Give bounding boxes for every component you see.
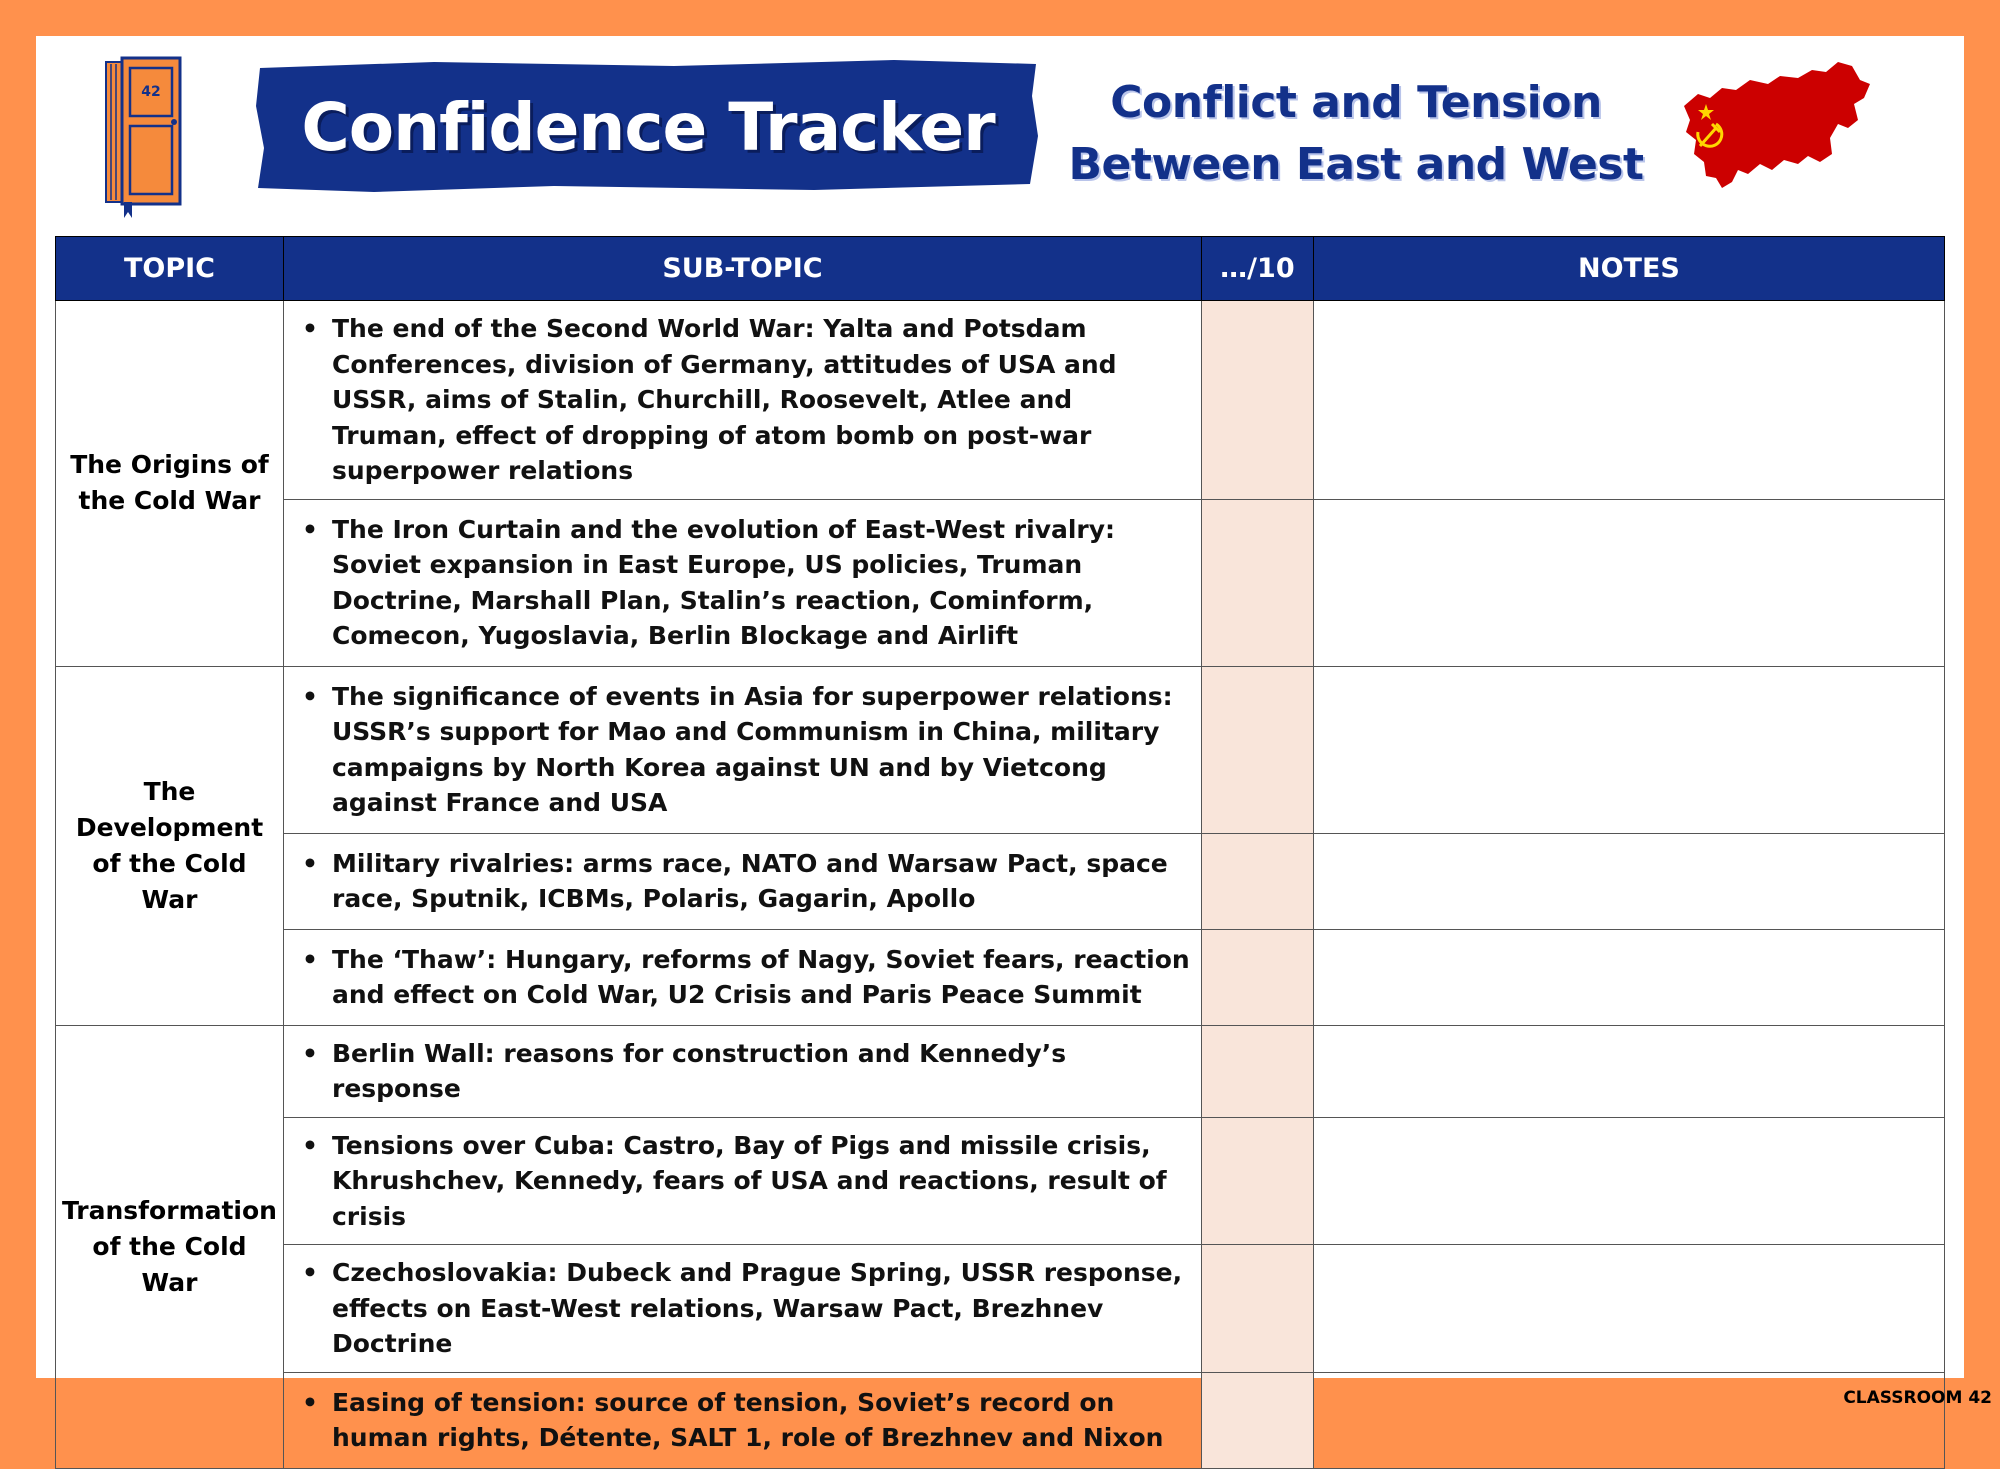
subtopic-cell	[283, 666, 1201, 833]
door-book-icon	[102, 56, 214, 220]
table-row	[56, 1117, 1945, 1245]
notes-input-cell[interactable]	[1313, 1117, 1944, 1245]
bullet-icon: •	[301, 1387, 318, 1417]
page-title: Confidence Tracker	[301, 88, 995, 166]
subtopic-text: Berlin Wall: reasons for construction and Kennedy’s response	[331, 1038, 1067, 1103]
score-input-cell[interactable]	[1201, 1372, 1313, 1468]
ussr-map-icon	[1676, 54, 1876, 204]
notes-input-cell[interactable]	[1313, 499, 1944, 666]
notes-input-cell[interactable]	[1313, 929, 1944, 1025]
subtopic-cell	[283, 1117, 1201, 1245]
topic-cell: The Development of the Cold War	[56, 666, 284, 1025]
bullet-icon: •	[301, 1258, 318, 1287]
subtopic-cell	[283, 1372, 1201, 1468]
subtopic-cell	[283, 301, 1201, 500]
subtopic-text: Czechoslovakia: Dubeck and Prague Spring, USSR response, effects on East-West relations, Warsaw Pact, Brezhnev Doctrine	[331, 1258, 1183, 1358]
bullet-icon: •	[301, 848, 318, 878]
subtopic-text: The end of the Second World War: Yalta and Potsdam Conferences, division of Germany, attitudes of USA and USSR, aims of Stalin, Churchill, Roosevelt, Atlee and Truman, effect of dropping of atom bomb on post-war superpower relations	[331, 314, 1117, 485]
subtopic-cell	[283, 1245, 1201, 1373]
header-score: …/10	[1201, 237, 1313, 301]
header-topic: TOPIC	[56, 237, 284, 301]
table-row	[56, 499, 1945, 666]
table-row	[56, 1372, 1945, 1468]
header-notes: NOTES	[1313, 237, 1944, 301]
notes-input-cell[interactable]	[1313, 1372, 1944, 1468]
subject-line-2: Between East and West	[1068, 139, 1644, 190]
bullet-icon: •	[301, 1130, 318, 1160]
subject-heading	[1066, 72, 1646, 196]
subtopic-cell	[283, 1025, 1201, 1117]
table-header-row	[56, 237, 1945, 301]
score-input-cell[interactable]	[1201, 1025, 1313, 1117]
score-input-cell[interactable]	[1201, 929, 1313, 1025]
topic-cell: The Origins of the Cold War	[56, 301, 284, 667]
subtopic-text: The ‘Thaw’: Hungary, reforms of Nagy, Soviet fears, reaction and effect on Cold War, U2 Crisis and Paris Peace Summit	[331, 944, 1190, 1009]
footer-brand: CLASSROOM 42	[1843, 1388, 1992, 1408]
bullet-icon: •	[301, 944, 318, 974]
notes-input-cell[interactable]	[1313, 833, 1944, 929]
table-row	[56, 301, 1945, 500]
subtopic-cell	[283, 499, 1201, 666]
confidence-table	[55, 236, 1945, 1469]
logo-number: 42	[141, 84, 161, 100]
notes-input-cell[interactable]	[1313, 301, 1944, 500]
subtopic-cell	[283, 833, 1201, 929]
notes-input-cell[interactable]	[1313, 1245, 1944, 1373]
score-input-cell[interactable]	[1201, 666, 1313, 833]
subtopic-text: Military rivalries: arms race, NATO and Warsaw Pact, space race, Sputnik, ICBMs, Polaris, Gagarin, Apollo	[331, 848, 1168, 913]
table-row	[56, 666, 1945, 833]
subtopic-cell	[283, 929, 1201, 1025]
title-banner	[254, 56, 1042, 198]
score-input-cell[interactable]	[1201, 499, 1313, 666]
notes-input-cell[interactable]	[1313, 666, 1944, 833]
subject-line-1: Conflict and Tension	[1110, 77, 1602, 128]
table-row	[56, 929, 1945, 1025]
table-row	[56, 1245, 1945, 1373]
bullet-icon: •	[301, 1038, 318, 1068]
score-input-cell[interactable]	[1201, 1117, 1313, 1245]
header-sub-topic: SUB-TOPIC	[283, 237, 1201, 301]
score-input-cell[interactable]	[1201, 1245, 1313, 1373]
subtopic-text: The Iron Curtain and the evolution of East-West rivalry: Soviet expansion in East Europe, US policies, Truman Doctrine, Marshall Plan, Stalin’s reaction, Cominform, Comecon, Yugoslavia, Berlin Blockage and Airlift	[331, 514, 1116, 650]
subtopic-text: Easing of tension: source of tension, Soviet’s record on human rights, Détente, SALT 1, role of Brezhnev and Nixon	[331, 1387, 1164, 1452]
score-input-cell[interactable]	[1201, 301, 1313, 500]
subtopic-text: The significance of events in Asia for superpower relations: USSR’s support for Mao and Communism in China, military campaigns by North Korea against UN and by Vietcong against France and USA	[331, 681, 1173, 817]
table-row	[56, 1025, 1945, 1117]
bullet-icon: •	[301, 681, 318, 711]
bullet-icon: •	[301, 514, 318, 544]
table-row	[56, 833, 1945, 929]
bullet-icon: •	[301, 314, 318, 343]
subtopic-text: Tensions over Cuba: Castro, Bay of Pigs and missile crisis, Khrushchev, Kennedy, fears of USA and reactions, result of crisis	[331, 1130, 1167, 1231]
score-input-cell[interactable]	[1201, 833, 1313, 929]
notes-input-cell[interactable]	[1313, 1025, 1944, 1117]
topic-cell: Transformation of the Cold War	[56, 1025, 284, 1468]
